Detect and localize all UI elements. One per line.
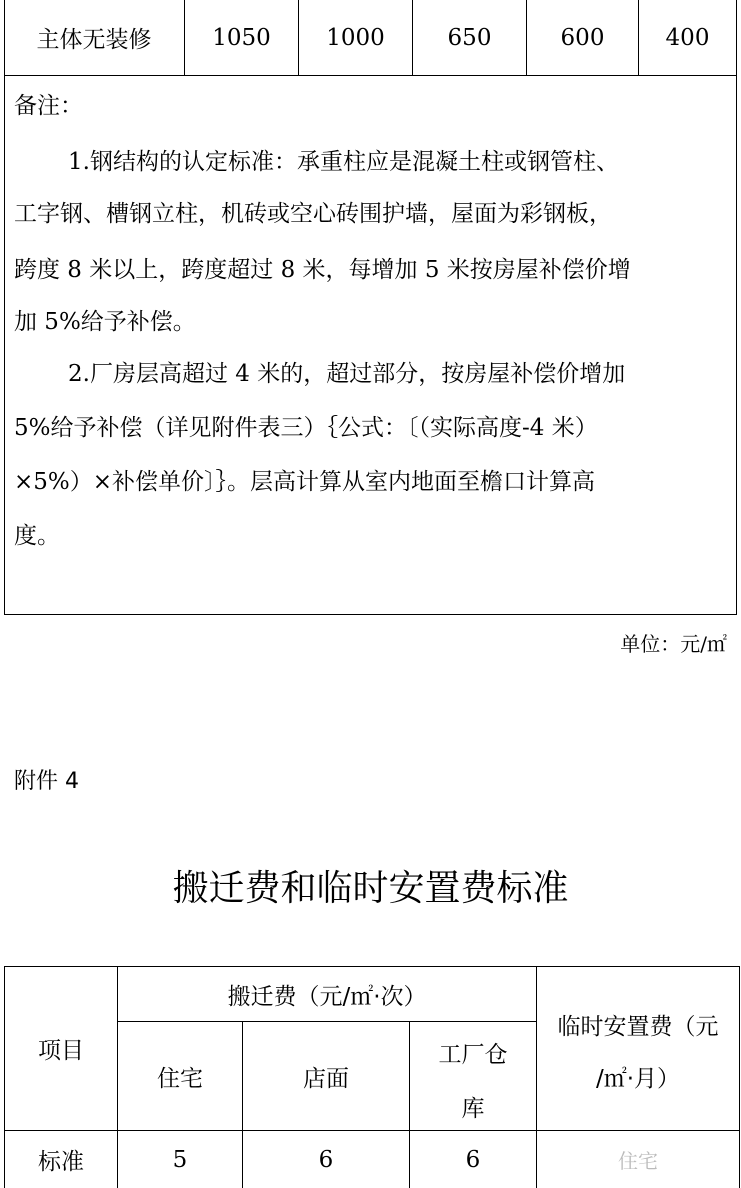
value-cell: 5: [172, 1146, 188, 1173]
value-cell: 1050: [212, 24, 271, 51]
unit-label: 单位：元/㎡: [620, 632, 727, 656]
note-line: 1.钢结构的认定标准：承重柱应是混凝土柱或钢管柱、: [68, 149, 619, 175]
value-cell: 400: [665, 24, 710, 51]
note-line: 度。: [14, 523, 60, 549]
temp-housing-header-line2: /㎡·月）: [595, 1066, 681, 1092]
residential-header: 住宅: [157, 1065, 203, 1092]
temp-value-cell: 住宅: [618, 1149, 658, 1173]
factory-header-line1: 工厂仓: [438, 1042, 508, 1068]
note-line: 工字钢、槽钢立柱，机砖或空心砖围护墙，屋面为彩钢板，: [14, 201, 612, 227]
row-label: 标准: [38, 1149, 84, 1175]
factory-header-line2: 库: [461, 1096, 485, 1122]
note-line: 加 5%给予补偿。: [14, 309, 196, 335]
value-cell: 1000: [326, 24, 385, 51]
notes-title: 备注：: [14, 93, 83, 119]
note-line: ×5%）×补偿单价〕｝。层高计算从室内地面至檐口计算高: [14, 469, 596, 495]
note-line: 2.厂房层高超过 4 米的，超过部分，按房屋补偿价增加: [68, 361, 626, 387]
note-line: 跨度 8 米以上，跨度超过 8 米，每增加 5 米按房屋补偿价增: [14, 257, 631, 283]
temp-housing-header-line1: 临时安置费（元: [557, 1014, 719, 1040]
relocation-header: 搬迁费（元/㎡·次）: [227, 983, 427, 1010]
value-cell: 600: [560, 24, 605, 51]
value-cell: 6: [465, 1146, 481, 1173]
value-cell: 650: [447, 24, 492, 51]
row-label-cell: 主体无装修: [36, 27, 152, 53]
shop-header: 店面: [303, 1065, 349, 1092]
value-cell: 6: [318, 1146, 334, 1173]
note-line: 5%给予补偿（详见附件表三）｛公式：〔（实际高度-4 米）: [14, 415, 598, 441]
item-header: 项目: [38, 1038, 84, 1064]
attachment-label: 附件 4: [14, 769, 79, 794]
page-title: 搬迁费和临时安置费标准: [172, 868, 569, 909]
